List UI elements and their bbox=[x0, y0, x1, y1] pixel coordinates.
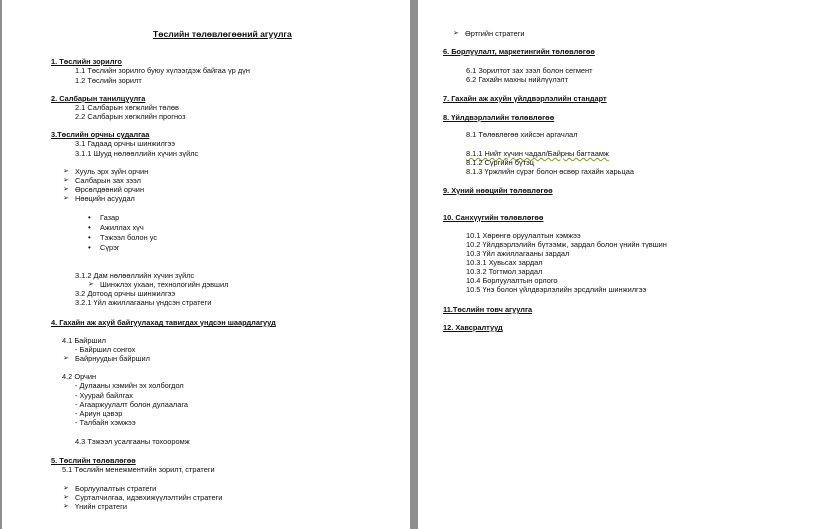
arrow-bullet-item: ➢ Хууль эрх зүйн орчин bbox=[75, 167, 148, 176]
subsection-line: 3.1.1 Шууд нөлөөллийн хүчин зүйлс bbox=[75, 149, 199, 158]
dash-item: - Агааржуулалт болон дулаалага bbox=[75, 400, 189, 409]
section-heading: 12. Хавсралтууд bbox=[443, 323, 503, 332]
section-heading: 11.Төслийн товч агуулга bbox=[443, 305, 533, 314]
subsection-line: 1.1 Төслийн зорилго буюу хүлээгдэж байгаа үр дүн bbox=[75, 66, 250, 75]
dot-bullet-item: • Газар bbox=[100, 213, 119, 222]
arrow-bullet-item: ➢ Нөөцийн асуудал bbox=[75, 194, 135, 203]
dash-item: - Хуурай байлгах bbox=[75, 391, 133, 400]
section-heading: 3.Төслийн орчны судалгаа bbox=[51, 130, 150, 139]
subsection-line: 10.1 Хөрөнгө оруулалтын хэмжээ bbox=[466, 231, 581, 240]
subsection-line: 8.1.2 Сүргийн бүтэц bbox=[466, 158, 535, 167]
subsection-line: 3.1 Гадаад орчны шинжилгээ bbox=[75, 139, 176, 148]
dot-bullet-item: • Сүрэг bbox=[100, 243, 120, 252]
subsection-line: 6.2 Гахайн махны нийлүүлэлт bbox=[466, 75, 569, 84]
subsection-line: 3.2 Дотоод орчны шинжилгээ bbox=[75, 289, 176, 298]
subsection-line: 8.1.3 Үржлийн сүрэг болон өсвөр гахайн харьцаа bbox=[466, 167, 634, 176]
section-heading: 5. Төслийн төлөвлөгөө bbox=[51, 456, 136, 465]
subsection-line: 2.1 Салбарын хөгжлийн төлөв bbox=[75, 103, 179, 112]
arrow-bullet-item: ➢ Өртгийн стратеги bbox=[465, 29, 525, 38]
subsection-line: 10.2 Үйлдвэрлэлийн бүтээмж, зардал болон үнийн түвшин bbox=[466, 240, 667, 249]
subsection-line: 3.1.2 Дам нөлөөллийн хүчин зүйлс bbox=[75, 271, 195, 280]
arrow-bullet-item: ➢ Борлуулалтын стратеги bbox=[75, 484, 156, 493]
section-heading: 2. Салбарын танилцуулга bbox=[51, 94, 146, 103]
section-heading: 4. Гахайн аж ахуй байгуулахад тавигдах үндсэн шаардлагууд bbox=[51, 318, 276, 327]
dash-item: - Байршил сонгох bbox=[75, 345, 136, 354]
dot-bullet-item: • Тэжээл болон ус bbox=[100, 233, 157, 242]
dash-item: - Талбайн хэмжээ bbox=[75, 418, 136, 427]
arrow-bullet-item: ➢ Байрнуудын байршил bbox=[75, 354, 150, 363]
subsection-line: 10.3 Үйл ажиллагааны зардал bbox=[466, 249, 570, 258]
section-heading: 8. Үйлдвэрлэлийн төлөвлөгөө bbox=[443, 113, 555, 122]
subsection-line: 3.2.1 Үйл ажиллагааны үндсэн стратеги bbox=[75, 298, 212, 307]
arrow-bullet-item: ➢ Сурталчилгаа, идэвхижүүлэлтийн стратеги bbox=[75, 493, 222, 502]
subsection-line: 8.1 Төлөвлөгөө хийсэн аргачлал bbox=[466, 130, 578, 139]
document-page-2 bbox=[418, 0, 828, 529]
subsection-line: 4.3 Тэжээл усалгааны тохооромж bbox=[75, 437, 190, 446]
dot-bullet-item: • Ажиллах хүч bbox=[100, 223, 144, 232]
section-heading: 10. Санхүүгийн төлөвлөгөө bbox=[443, 213, 544, 222]
subsection-line: 10.3.2 Тогтмол зардал bbox=[466, 267, 543, 276]
section-heading: 7. Гахайн аж ахуйн үйлдвэрлэлийн стандарт bbox=[443, 94, 607, 103]
subsection-line: 10.5 Үнэ болон үйлдвэрлэлийн эрсдлийн шинжилгээ bbox=[466, 285, 647, 294]
subsection-line: 4.2 Орчин bbox=[62, 372, 97, 381]
subsection-line: 2.2 Салбарын хөгжлийн прогноз bbox=[75, 112, 186, 121]
section-heading: 9. Хүний нөөцийн төлөвлөгөө bbox=[443, 186, 553, 195]
dash-item: - Ариун цэвэр bbox=[75, 409, 123, 418]
document-page-1 bbox=[2, 0, 410, 529]
section-heading: 1. Төслийн зорилго bbox=[51, 57, 122, 66]
arrow-bullet-item: ➢ Үнийн стратеги bbox=[75, 502, 127, 511]
dash-item: - Дулааны хэмийн эх холбогдол bbox=[75, 381, 184, 390]
subsection-line: 1.2 Төслийн зорилт bbox=[75, 76, 142, 85]
arrow-bullet-item: ➢ Салбарын зах зээл bbox=[75, 176, 141, 185]
subsection-line: 10.4 Борлуулалтын орлого bbox=[466, 276, 558, 285]
arrow-bullet-item: ➢ Шинжлэх ухаан, технологийн дэвшил bbox=[100, 280, 228, 289]
document-title: Төслийн төлөвлөгөөний агуулга bbox=[153, 29, 292, 39]
subsection-line: 10.3.1 Хувьсах зардал bbox=[466, 258, 543, 267]
subsection-line: 5.1 Төслийн менежментийн зорилт, стратеги bbox=[62, 465, 215, 474]
arrow-bullet-item: ➢ Өрсөлдөөний орчин bbox=[75, 185, 144, 194]
section-heading: 6. Борлуулалт, маркетингийн төлөвлөгөө bbox=[443, 47, 595, 56]
subsection-line: 6.1 Зорилтот зах зээл болон сегмент bbox=[466, 66, 593, 75]
subsection-line: 8.1.1 Нийт хүчин чадал/Байрны багтаамж bbox=[466, 149, 609, 158]
subsection-line: 4.1 Байршил bbox=[62, 336, 106, 345]
